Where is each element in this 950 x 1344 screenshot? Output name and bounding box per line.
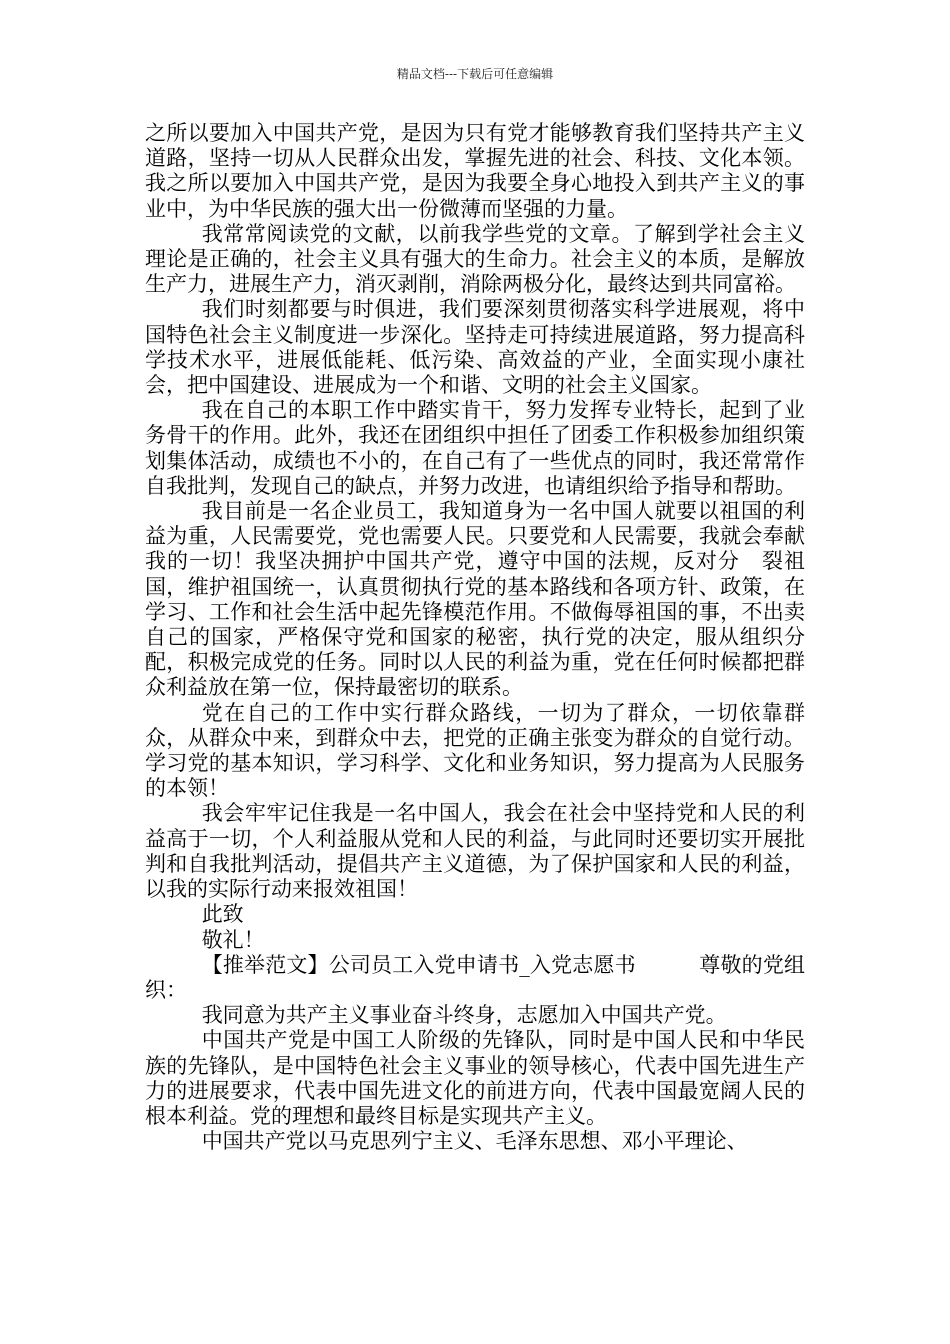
paragraph: 之所以要加入中国共产党，是因为只有党才能够教育我们坚持共产主义道路，坚持一切从人民群众出发，掌握先进的社会、科技、文化本领。我之所以要加入中国共产党，是因为我要全身心地投入到共产主义的事业中，为中华民族的强大出一份微薄而坚强的力量。: [145, 121, 805, 221]
paragraph: 我们时刻都要与时俱进，我们要深刻贯彻落实科学进展观，将中国特色社会主义制度进一步深化。坚持走可持续进展道路，努力提高科学技术水平，进展低能耗、低污染、高效益的产业，全面实现小康社会，把中国建设、进展成为一个和谐、文明的社会主义国家。: [145, 297, 805, 398]
paragraph: 我会牢牢记住我是一名中国人，我会在社会中坚持党和人民的利益高于一切，个人利益服从党和人民的利益，与此同时还要切实开展批判和自我批判活动，提倡共产主义道德，为了保护国家和人民的利益，以我的实际行动来报效祖国！: [145, 801, 805, 902]
salutation-line: 敬礼！: [201, 927, 265, 952]
paragraph: 我在自己的本职工作中踏实肯干，努力发挥专业特长，起到了业务骨干的作用。此外，我还在团组织中担任了团委工作积极参加组织策划集体活动，成绩也不小的，在自己有了一些优点的同时，我还常常作自我批判，发现自己的缺点，并努力改进，也请组织给予指导和帮助。: [145, 398, 805, 498]
sample-heading: 【推举范文】公司员工入党申请书_入党志愿书 尊敬的党组织：: [145, 952, 805, 1002]
paragraph: 我常常阅读党的文献，以前我学些党的文章。了解到学社会主义理论是正确的，社会主义具有强大的生命力。社会主义的本质，是解放生产力，进展生产力，消灭剥削，消除两极分化，最终达到共同富裕。: [145, 221, 805, 297]
closing-line: 此致: [201, 902, 244, 927]
paragraph: 党在自己的工作中实行群众路线，一切为了群众，一切依靠群众，从群众中来，到群众中去，把党的正确主张变为群众的自觉行动。学习党的基本知识，学习科学、文化和业务知识，努力提高为人民服务的本领！: [145, 700, 805, 801]
paragraph: 中国共产党以马克思列宁主义、毛泽东思想、邓小平理论、: [201, 1129, 748, 1154]
document-body: [145, 121, 805, 1154]
page-header: 精品文档---下载后可任意编辑: [396, 67, 554, 81]
paragraph: 我同意为共产主义事业奋斗终身，志愿加入中国共产党。: [201, 1003, 727, 1028]
paragraph: 中国共产党是中国工人阶级的先锋队，同时是中国人民和中华民族的先锋队，是中国特色社会主义事业的领导核心，代表中国先进生产力的进展要求，代表中国先进文化的前进方向，代表中国最宽阔人民的根本利益。党的理想和最终目标是实现共产主义。: [145, 1028, 805, 1128]
paragraph: 我目前是一名企业员工，我知道身为一名中国人就要以祖国的利益为重，人民需要党，党也需要人民。只要党和人民需要，我就会奉献我的一切！我坚决拥护中国共产党，遵守中国的法规，反对分 裂祖国，维护祖国统一，认真贯彻执行党的基本路线和各项方针、政策，在学习、工作和社会生活中起先锋模范作用。不做侮辱祖国的事，不出卖自己的国家，严格保守党和国家的秘密，执行党的决定，服从组织分配，积极完成党的任务。同时以人民的利益为重，党在任何时候都把群众利益放在第一位，保持最密切的联系。: [145, 499, 805, 700]
